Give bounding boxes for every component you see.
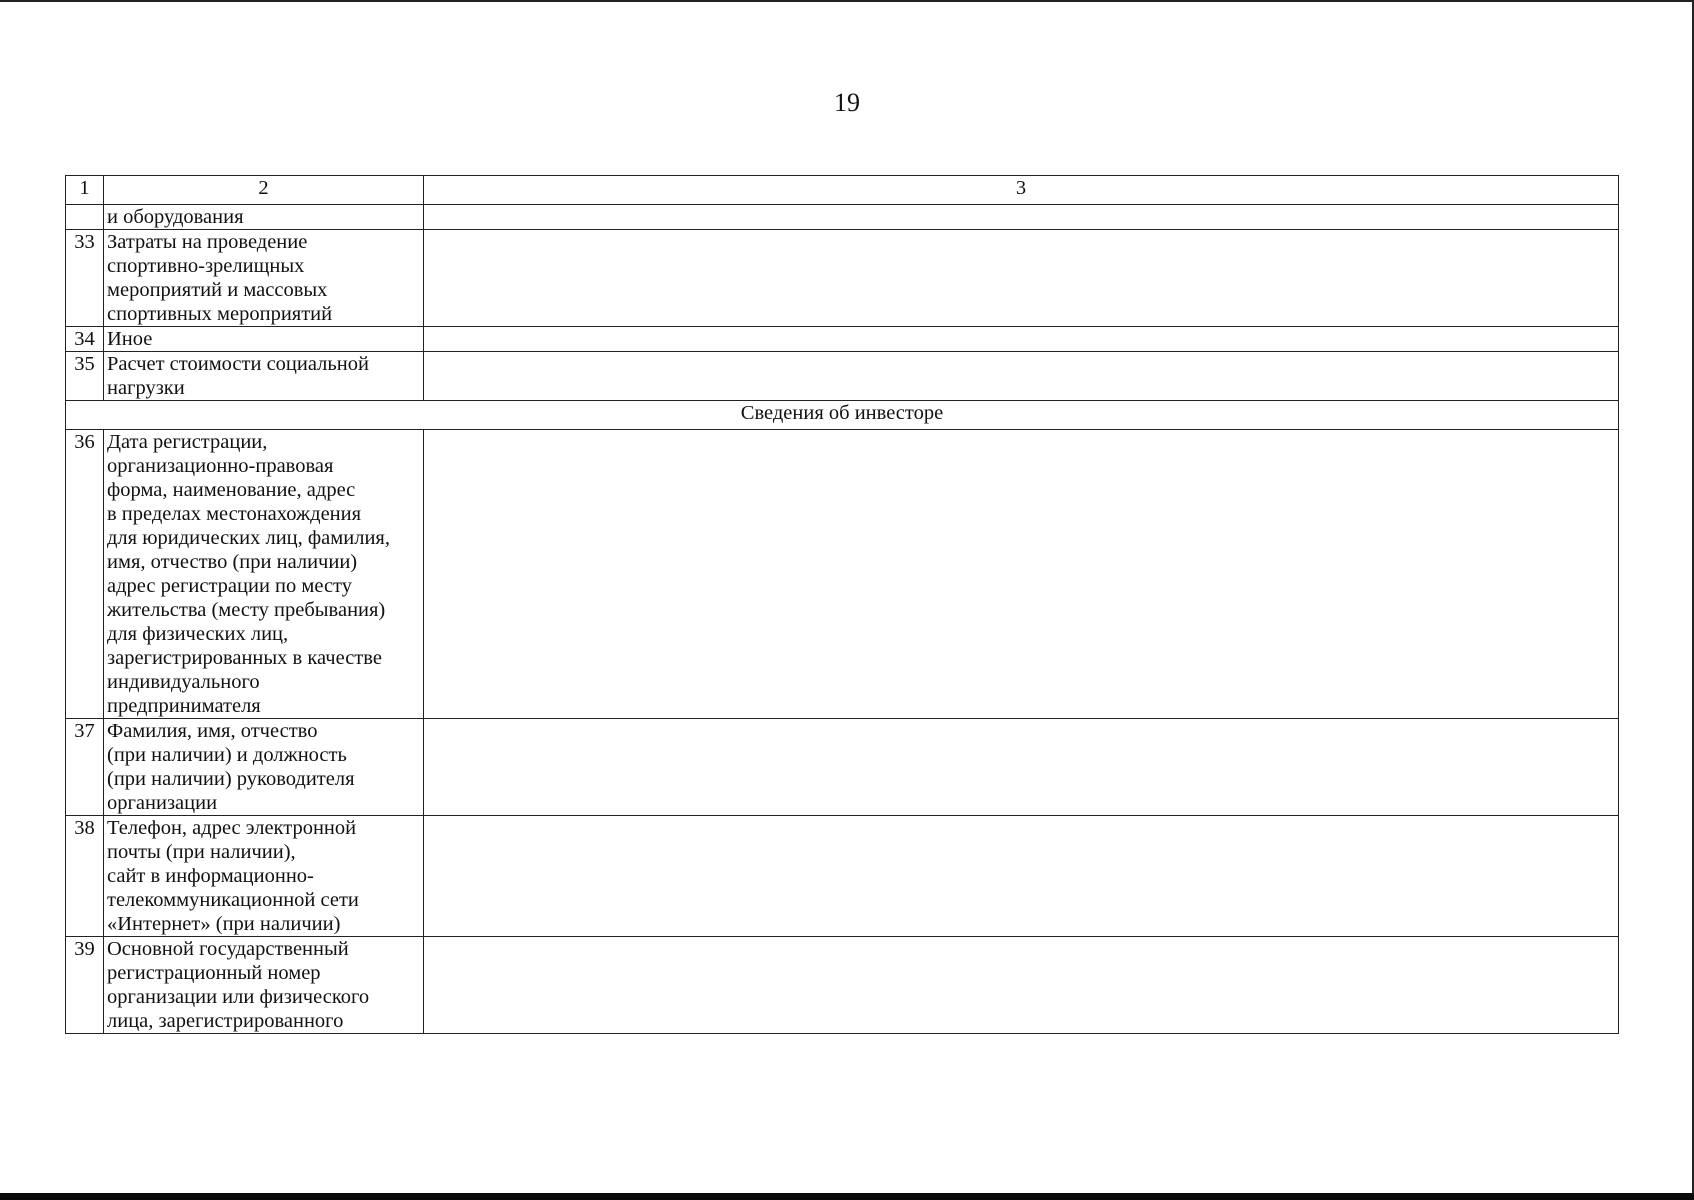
header-col-1: 1 (66, 176, 104, 205)
row-number: 35 (66, 352, 104, 401)
row-description-line: адрес регистрации по месту (107, 575, 352, 597)
row-number: 34 (66, 327, 104, 352)
row-description (104, 430, 424, 719)
row-value (424, 352, 1619, 401)
table-row (66, 816, 1619, 937)
row-description-line: (при наличии) руководителя (107, 768, 355, 790)
table-row (66, 352, 1619, 401)
row-description-line: (при наличии) и должность (107, 744, 347, 766)
row-description-line: зарегистрированных в качестве (107, 647, 382, 669)
row-number: 39 (66, 937, 104, 1034)
table-row (66, 937, 1619, 1034)
row-description-line: предпринимателя (107, 695, 261, 717)
row-description-line: «Интернет» (при наличии) (107, 913, 341, 935)
row-description-line: имя, отчество (при наличии) (107, 551, 358, 573)
row-description-line: сайт в информационно- (107, 865, 314, 887)
row-value (424, 816, 1619, 937)
row-number (66, 205, 104, 230)
row-value (424, 937, 1619, 1034)
form-table (65, 175, 1619, 1034)
row-number: 37 (66, 719, 104, 816)
row-description (104, 816, 424, 937)
row-description-line: организации или физического (107, 986, 370, 1008)
row-description-line: спортивных мероприятий (107, 303, 333, 325)
table-row (66, 327, 1619, 352)
row-value (424, 230, 1619, 327)
row-description (104, 719, 424, 816)
row-description-line: телекоммуникационной сети (107, 889, 359, 911)
row-number: 33 (66, 230, 104, 327)
row-description-line: регистрационный номер (107, 962, 321, 984)
row-description-line: Основной государственный (107, 938, 349, 960)
page-number: 19 (834, 88, 860, 117)
row-value (424, 719, 1619, 816)
row-description-line: Дата регистрации, (107, 431, 268, 453)
scan-edge-bottom (0, 1193, 1694, 1200)
row-description-line: мероприятий и массовых (107, 279, 328, 301)
header-col-3: 3 (424, 176, 1619, 205)
row-description (104, 937, 424, 1034)
table-row (66, 230, 1619, 327)
scan-edge-top (0, 0, 1694, 2)
row-description: и оборудования (104, 205, 424, 230)
section-title: Сведения об инвесторе (66, 401, 1619, 430)
row-description-line: спортивно-зрелищных (107, 255, 305, 277)
row-value (424, 327, 1619, 352)
row-number: 36 (66, 430, 104, 719)
row-description-line: Затраты на проведение (107, 231, 308, 253)
row-description-line: жительства (месту пребывания) (107, 599, 386, 621)
row-value (424, 430, 1619, 719)
row-description-line: для физических лиц, (107, 623, 289, 645)
header-row (66, 176, 1619, 205)
row-description-line: организационно-правовая (107, 455, 334, 477)
row-description (104, 327, 424, 352)
row-description-line: лица, зарегистрированного (107, 1010, 344, 1032)
form-table-body (66, 176, 1619, 1034)
row-number: 38 (66, 816, 104, 937)
row-description (104, 230, 424, 327)
header-col-2: 2 (104, 176, 424, 205)
row-description-line: нагрузки (107, 377, 185, 399)
table-row (66, 719, 1619, 816)
section-row (66, 401, 1619, 430)
row-value (424, 205, 1619, 230)
row-description-line: почты (при наличии), (107, 841, 296, 863)
row-description-line: Расчет стоимости социальной (107, 353, 369, 375)
row-description-line: организации (107, 792, 218, 814)
row-description-line: Фамилия, имя, отчество (107, 720, 318, 742)
row-description-line: форма, наименование, адрес (107, 479, 356, 501)
row-description-line: для юридических лиц, фамилия, (107, 527, 390, 549)
row-description (104, 352, 424, 401)
row-description-line: Телефон, адрес электронной (107, 817, 357, 839)
continuation-row (66, 205, 1619, 230)
table-row (66, 430, 1619, 719)
row-description-line: в пределах местонахождения (107, 503, 362, 525)
row-description-line: Иное (107, 328, 153, 350)
row-description-line: индивидуального (107, 671, 260, 693)
